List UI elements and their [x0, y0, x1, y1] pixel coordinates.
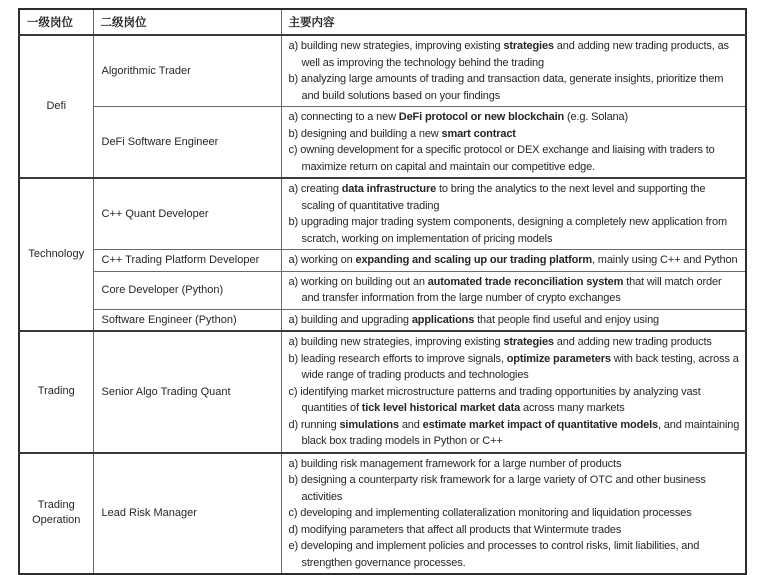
content-text-bold: strategies: [503, 336, 554, 348]
category-cell: Trading Operation: [19, 453, 93, 575]
content-item: [289, 538, 741, 571]
content-cell: [281, 309, 746, 331]
content-text: , and maintaining black box trading models in Python or C++: [301, 418, 740, 447]
content-text-bold: estimate market impact of quantitative models: [422, 418, 658, 431]
content-cell: [281, 331, 746, 453]
content-text: and adding new trading products, as well as improving the technology behind the trading: [301, 40, 729, 69]
content-text: and: [398, 418, 423, 431]
content-item: [289, 505, 741, 522]
content-text: b) upgrading major trading system components, designing a completely new application from scratch, working on implementation of pricing models: [288, 216, 727, 245]
content-text: a) building and upgrading: [288, 313, 412, 326]
category-cell: Defi: [19, 35, 93, 178]
content-text: c) developing and implementing collateralization monitoring and liquidation processes: [288, 507, 692, 519]
content-text-bold: automated trade reconciliation system: [427, 275, 624, 288]
content-item: [289, 71, 741, 104]
table-row: [19, 453, 746, 575]
content-item: [289, 351, 741, 384]
content-text: b) designing and building a new: [288, 127, 442, 140]
content-cell: [281, 107, 746, 179]
content-text-bold: applications: [411, 313, 475, 326]
content-text-bold: tick level historical market data: [361, 402, 521, 414]
content-item: [289, 472, 741, 505]
content-text: c) owning development for a specific protocol or DEX exchange and liaising with traders to maximize return on capital and maintain our competitive edge.: [288, 144, 715, 173]
content-item: [289, 522, 741, 539]
category-cell: Technology: [19, 178, 93, 331]
content-text: b) designing a counterparty risk framework for a large variety of OTC and other business activities: [288, 474, 706, 503]
content-text-bold: data infrastructure: [341, 183, 437, 195]
content-item: [289, 126, 741, 143]
content-item: [289, 38, 741, 71]
content-item: [289, 142, 741, 175]
table-body: [19, 35, 746, 574]
content-text: a) working on: [288, 254, 356, 266]
content-item: [289, 456, 741, 473]
role-cell: Senior Algo Trading Quant: [93, 331, 281, 453]
content-text-bold: DeFi protocol or new blockchain: [398, 111, 565, 123]
content-text: a) building new strategies, improving existing: [288, 336, 504, 348]
content-text: with back testing, across a wide range of trading products and technologies: [301, 352, 739, 381]
content-text: b) leading research efforts to improve signals,: [288, 352, 507, 365]
content-text-bold: strategies: [503, 40, 554, 52]
content-text: b) analyzing large amounts of trading and transaction data, generate insights, prioritize them and build solutions based on your findings: [288, 73, 724, 102]
content-text: d) running: [288, 418, 340, 431]
table-row: [19, 331, 746, 453]
content-text: a) building risk management framework for a large number of products: [288, 457, 622, 470]
role-cell: Lead Risk Manager: [93, 453, 281, 575]
content-text: (e.g. Solana): [564, 111, 629, 123]
role-cell: DeFi Software Engineer: [93, 107, 281, 179]
content-text: d) modifying parameters that affect all products that Wintermute trades: [288, 523, 622, 536]
table-row: [19, 309, 746, 331]
content-text-bold: smart contract: [441, 127, 516, 140]
content-cell: [281, 250, 746, 272]
header-row: [19, 9, 746, 35]
content-item: [289, 274, 741, 307]
content-text: and adding new trading products: [553, 336, 712, 348]
job-positions-table: [18, 8, 747, 575]
content-item: [289, 109, 741, 126]
content-text-bold: expanding and scaling up our trading platform: [355, 254, 592, 266]
category-cell: Trading: [19, 331, 93, 453]
content-text-bold: simulations: [339, 418, 399, 431]
table-row: [19, 178, 746, 250]
content-item: [289, 181, 741, 214]
content-text: c) identifying market microstructure patterns and trading opportunities by analyzing vast quantities of: [288, 385, 701, 414]
column-header: 主要内容: [281, 9, 746, 35]
content-text: a) building new strategies, improving existing: [288, 40, 504, 52]
column-header: 一级岗位: [19, 9, 93, 35]
content-text: a) working on building out an: [288, 275, 428, 288]
content-item: [289, 252, 741, 269]
table-row: [19, 107, 746, 179]
content-item: [289, 384, 741, 417]
content-item: [289, 334, 741, 351]
content-text: that will match order and transfer information from the large number of crypto exchanges: [301, 275, 722, 304]
content-cell: [281, 35, 746, 107]
role-cell: Algorithmic Trader: [93, 35, 281, 107]
content-text: , mainly using C++ and Python: [592, 254, 738, 266]
content-item: [289, 214, 741, 247]
content-item: [289, 417, 741, 450]
role-cell: C++ Trading Platform Developer: [93, 250, 281, 272]
role-cell: C++ Quant Developer: [93, 178, 281, 250]
role-cell: Software Engineer (Python): [93, 309, 281, 331]
content-cell: [281, 453, 746, 575]
table-row: [19, 271, 746, 309]
content-cell: [281, 271, 746, 309]
column-header: 二级岗位: [93, 9, 281, 35]
table-row: [19, 35, 746, 107]
content-item: [289, 312, 741, 329]
content-text: e) developing and implement policies and processes to control risks, limit liabilities, and strengthen governance processes.: [288, 540, 700, 569]
content-cell: [281, 178, 746, 250]
content-text: that people find useful and enjoy using: [474, 313, 660, 326]
table-header: [19, 9, 746, 35]
role-cell: Core Developer (Python): [93, 271, 281, 309]
content-text: across many markets: [520, 402, 625, 414]
content-text: to bring the analytics to the next level and supporting the scaling of quantitative trading: [301, 183, 706, 212]
content-text: a) creating: [288, 183, 342, 195]
content-text-bold: optimize parameters: [506, 352, 611, 365]
table-row: [19, 250, 746, 272]
content-text: a) connecting to a new: [288, 111, 399, 123]
